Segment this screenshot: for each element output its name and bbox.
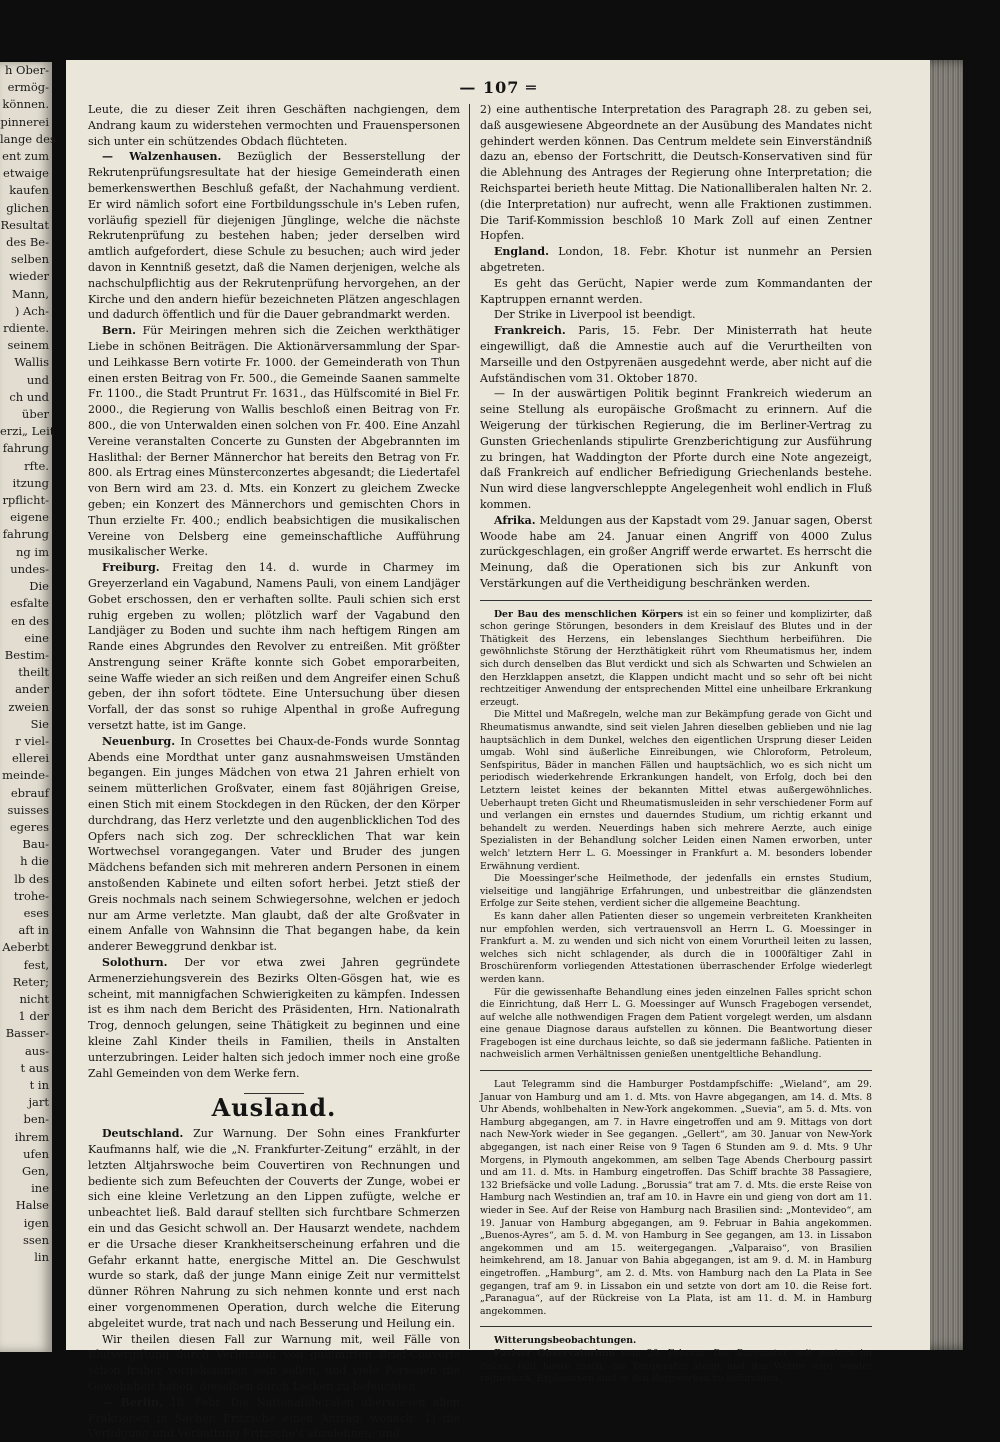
- article-paragraph: [480, 276, 872, 308]
- left-column: [88, 102, 460, 1442]
- small-print-paragraph: [480, 609, 872, 710]
- article-paragraph: [480, 323, 872, 386]
- article-paragraph: [480, 307, 872, 323]
- article-paragraph: [88, 1332, 460, 1395]
- article-dateline: Solothurn.: [102, 956, 168, 970]
- edge-fragment: fest,: [23, 957, 49, 972]
- small-print-paragraph: [480, 911, 872, 987]
- article-dateline: Bern.: [102, 324, 136, 338]
- edge-fragment: Bau-: [22, 837, 49, 852]
- edge-fragment: ebrauf: [10, 785, 49, 800]
- edge-fragment: t aus: [20, 1060, 49, 1075]
- section-heading: Witterungsbeobachtungen.: [494, 1335, 637, 1347]
- article-text: 2) eine authentische Interpretation des Paragraph 28. zu geben sei, daß ausgewiesene Abgeordnete an der Ausübung des Mandates nicht gehindert werden können. Das Centrum meldete sein Einverständniß dazu an, ebenso der Fortschritt, die Deutsch-Konservativen sind für die Ablehnung des Antrages der Regierung ohne Interpretation; die Reichspartei berieth heute Mittag. Die Nationalliberalen halten Nr. 2. (die Interpretation) nur aufrecht, wenn alle Fraktionen zustimmen. Die Tarif-Kommission beschloß 10 Mark Zoll auf einen Zentner Hopfen.: [480, 103, 872, 243]
- edge-fragment: Mann,: [11, 286, 49, 301]
- article-text: Der Strike in Liverpool ist beendigt.: [494, 308, 696, 322]
- edge-fragment: ch und: [9, 389, 49, 404]
- article-text: Bezüglich der Besserstellung der Rekrutenprüfungsresultate hat der hiesige Gemeinderath einen bemerkenswerthen Beschluß gefaßt, der Nachahmung verdient. Er wird nämlich sofort eine Fortbildungsschule in's Leben rufen, vorläufig speziell für diejenigen Jünglinge, welche die nächste Rekrutenprüfung zu bestehen haben; jeder derselben wird amtlich aufgefordert, diese Schule zu besuchen; auch wird jeder davon in Kenntniß gesetzt, daß die Namen derjenigen, welche als nachschulpflichtig aus der Rekrutenprüfung hervorgehen, an der Kirche und den andern hiefür bezeichneten Plätzen angeschlagen und dadurch öffentlich und für die Dauer gebrandmarkt werden.: [88, 150, 460, 322]
- edge-fragment: Aeberbt: [2, 940, 49, 955]
- edge-fragment: eine: [24, 630, 49, 645]
- edge-fragment: zweien: [8, 699, 49, 714]
- article-dateline: Deutschland.: [102, 1127, 184, 1141]
- article-text: Der vor etwa zwei Jahren gegründete Armenerziehungsverein des Bezirks Olten-Gösgen hat, wie es scheint, mit mannigfachen Schwierigkeiten zu kämpfen. Indessen ist es ihm nach dem Bericht des Präsidenten, Hrn. Nationalrath Trog, dennoch gelungen, seine Thätigkeit zu beginnen und eine kleine Zahl Kinder theils in Familien, theils in Anstalten unterzubringen. Leider halten sich jedoch immer noch eine große Zahl Gemeinden von dem Werke fern.: [88, 956, 460, 1080]
- article-text: Die Mittel und Maßregeln, welche man zur Bekämpfung gerade von Gicht und Rheumatismus anwandte, sind seit vielen Jahren dieselben geblieben und nie lag hauptsächlich in dem Dunkel, welches den eigentlichen Ursprung dieser Leiden umgab. Wohl sind äußerliche Einreibungen, wie Chloroform, Petroleum, Senfspiritus, Bäder in manchen Fällen und hauptsächlich, wo es sich nicht um periodisch wiederkehrende Erkrankungen handelt, von Erfolg, doch bei den Letztern leistet keines der bekannten Mittel etwas außergewöhnliches. Ueberhaupt treten Gicht und Rheumatismusleiden in sehr verschiedener Form auf und verlangen ein ernstes und dauerndes Studium, um richtig erkannt und behandelt zu werden. Neuerdings haben sich mehrere Aerzte, auch einige Spezialisten in der Behandlung solcher Leiden einen Namen erworben, unter welch' letztern Herr L. G. Moessinger in Frankfurt a. M. besonders lobender Erwähnung verdient.: [480, 709, 872, 872]
- section-title-text: Ausland.: [211, 1093, 337, 1123]
- article-dateline: — Berlin,: [102, 1395, 163, 1409]
- article-dateline: — Walzenhausen.: [102, 150, 222, 164]
- article-paragraph: [88, 1126, 460, 1331]
- adjacent-page-edge: [0, 62, 56, 1352]
- edge-fragment: ine: [31, 1181, 49, 1196]
- edge-fragment: ellerei: [12, 751, 49, 766]
- edge-fragment: egeres: [9, 819, 49, 834]
- article-paragraph: [480, 386, 872, 512]
- edge-fragment: trohe-: [13, 888, 49, 903]
- edge-fragment: 1 der: [18, 1009, 49, 1024]
- edge-fragment: lange des: [0, 131, 56, 146]
- article-dateline: Neuenburg.: [102, 734, 176, 748]
- edge-fragment: Halse: [15, 1198, 49, 1213]
- edge-fragment: ihrem: [14, 1129, 49, 1144]
- article-text: Für Meiringen mehren sich die Zeichen werkthätiger Liebe in schönen Beiträgen. Die Aktionärversammlung der Spar- und Leihkasse Bern votirte Fr. 1000. der Gemeinderath von Thun einen ersten Beitrag von Fr. 500., die Gemeinde Saanen sammelte Fr. 1100., die Stadt Pruntrut Fr. 1631., das Hülfscomité in Biel Fr. 2000., die Regierung von Wallis beschloß einen Beitrag von Fr. 800., die von Unterwalden einen solchen von Fr. 400. Eine Anzahl Vereine veranstalten Concerte zu Gunsten der Abgebrannten im Haslithal: der Berner Männerchor hat bereits den Betrag von Fr. 800. als Ertrag eines Münsterconzertes abgesandt; die Liedertafel von Bern wird am 23. d. Mts. ein Konzert zu gleichem Zwecke geben; ein Konzert des Männerchors und gemischten Chors in Thun erzielte Fr. 400.; endlich beabsichtigen die musikalischen Vereine von Delsberg eine gemeinschaftliche Aufführung musikalischer Werke.: [88, 324, 460, 559]
- edge-fragment: kaufen: [9, 183, 49, 198]
- edge-fragment: des Be-: [6, 235, 49, 250]
- article-text: Für die gewissenhafte Behandlung eines jeden einzelnen Falles spricht schon die Einrichtung, daß Herr L. G. Moessinger auf Wunsch Fragebogen versendet, auf welche alle nothwendigen Fragen dem Patient vorgelegt werden, um alsdann eine genaue Diagnose daraus aufstellen zu können. Die Beantwortung dieser Fragebogen ist eine durchaus leichte, so daß sie jedermann faßliche. Patienten in nachweislich armen Verhältnissen genießen unentgeltliche Behandlung.: [480, 986, 872, 1061]
- edge-fragment: pinnerei: [0, 114, 49, 129]
- article-dateline: England.: [494, 245, 549, 259]
- right-column: [480, 102, 872, 1386]
- edge-fragment: ent zum: [2, 149, 49, 164]
- edge-fragment: ander: [15, 682, 49, 697]
- article-text: Laut Telegramm sind die Hamburger Postdampfschiffe: „Wieland“, am 29. Januar von Hamburg und am 1. d. Mts. von Havre abgegangen, am 14. d. Mts. 8 Uhr Abends, wohlbehalten in New-York angekommen. „Suevia“, am 5. d. Mts. von Hamburg abgegangen, am 7. in Havre eingetroffen und am 9. Mittags von dort nach New-York wieder in See gegangen. „Gellert“, am 30. Januar von New-York abgegangen, ist nach einer Reise von 9 Tagen 6 Stunden am 9. d. Mts. 9 Uhr Morgens, in Plymouth angekommen, am selben Tage Abends Cherbourg passirt und am 11. d. Mts. in Hamburg eingetroffen. Das Schiff brachte 38 Passagiere, 132 Briefsäcke und volle Ladung. „Borussia“ trat am 7. d. Mts. die erste Reise von Hamburg nach Westindien an, traf am 10. in Havre ein und gieng von dort am 11. wieder in See. Auf der Reise von Hamburg nach Brasilien sind: „Montevideo“, am 19. Januar von Hamburg abgegangen, am 9. Februar in Bahia angekommen. „Buenos-Ayres“, am 5. d. M. von Hamburg in See gegangen, am 13. in Lissabon angekommen und am 15. weitergegangen. „Valparaiso“, von Brasilien heimkehrend, am 18. Januar von Bahia abgegangen, ist am 9. d. M. in Hamburg eingetroffen. „Hamburg“, am 2. d. Mts. von Hamburg nach den La Plata in See gegangen, traf am 9. in Lissabon ein und setzte von dort am 10. die Reise fort. „Paranagua“, auf der Rückreise von La Plata, ist am 11. d. M. in Hamburg angekommen.: [480, 1079, 872, 1317]
- edge-fragment: und: [26, 372, 49, 387]
- edge-fragment: jart: [28, 1095, 49, 1110]
- edge-fragment: Bestim-: [4, 647, 49, 662]
- edge-fragment: rpflicht-: [2, 493, 49, 508]
- edge-fragment: undes-: [10, 561, 49, 576]
- article-dateline: Pariser Observatorium: [494, 1347, 616, 1359]
- edge-fragment: erzi„ Leit: [0, 424, 55, 439]
- article-dateline: Afrika.: [494, 513, 536, 527]
- edge-fragment: r viel-: [15, 733, 49, 748]
- article-dateline: Frankreich.: [494, 324, 566, 338]
- article-text: Es kann daher allen Patienten dieser so ungemein verbreiteten Krankheiten nur empfohlen werden, sich vertrauensvoll an Herrn L. G. Moessinger in Frankfurt a. M. zu wenden und sich nicht von einem Vorurtheil leiten zu lassen, welches sich nicht schlagender, als durch die in 1000fältiger Zahl in Broschürenform vorliegenden Attestationen überraschender Erfolge wiederlegt werden kann.: [480, 910, 872, 985]
- article-paragraph: [88, 323, 460, 560]
- edge-fragment: Basser-: [5, 1026, 49, 1041]
- article-dateline: Der Bau des menschlichen Körpers: [494, 608, 683, 620]
- edge-fragment: etwaige: [3, 166, 49, 181]
- article-text: 18. Febr. Die Nationalliberalen überwiesen allen Fraktionen in Sachen Fritzsche einen Antrag, wonach: 1) die Verfolgung und Verhaftung Fritzsche's abzulehnen; und: [88, 1395, 460, 1441]
- article-text: Meldungen aus der Kapstadt vom 29. Januar sagen, Oberst Woode habe am 24. Januar einen Angriff von 4000 Zulus zurückgeschlagen, ein großer Angriff werde erwartet. Es herrscht die Meinung, daß die Operationen sich bis zur Ankunft von Verstärkungen auf die Vertheidigung beschränken werden.: [480, 513, 872, 590]
- edge-fragment: suisses: [7, 802, 49, 817]
- edge-fragment: t in: [29, 1077, 49, 1092]
- article-text: Es geht das Gerücht, Napier werde zum Kommandanten der Kaptruppen ernannt werden.: [480, 276, 872, 306]
- edge-fragment: selben: [11, 252, 49, 267]
- edge-fragment: itzung: [12, 475, 49, 490]
- edge-fragment: rdiente.: [3, 321, 49, 336]
- edge-fragment: Reter;: [12, 974, 49, 989]
- page-number: — 107 ═: [459, 78, 537, 97]
- edge-fragment: lin: [34, 1250, 49, 1265]
- edge-fragment: aus-: [24, 1043, 49, 1058]
- column-divider: [469, 104, 470, 1349]
- article-text: London, 18. Febr. Khotur ist nunmehr an Persien abgetreten.: [480, 245, 872, 274]
- edge-fragment: Resultat: [0, 217, 49, 232]
- article-text: Wir theilen diesen Fall zur Warnung mit, weil Fälle von Blutvergiftung durch Verletzung von gummirten Brief-Couverts schon früher vorgekommen sein sollen, und viele Personen die Gewohnheit haben, dieselben durch Lecken zu befeuchten.: [88, 1332, 460, 1393]
- edge-fragment: ben-: [23, 1112, 49, 1127]
- edge-fragment: en des: [11, 613, 49, 628]
- article-text: Paris, 15. Febr. Der Ministerrath hat heute eingewilligt, daß die Amnestie auch auf die Verurtheilten von Marseille und den Ostpyrenäen ausgedehnt werde, aber nicht auf die Aufständischen vom 31. Oktober 1870.: [480, 324, 872, 385]
- edge-fragment: eigene: [10, 510, 49, 525]
- article-text: vom 20. Februar. Der Barometer, seit gestern im Fallen, fällt heute rasch, die Temperatur steigt und das Wetter wird wieder regnerisch. Explosionen sind in den Bergwerken zu befürchten.: [480, 1347, 872, 1385]
- article-text: Leute, die zu dieser Zeit ihren Geschäften nachgiengen, dem Andrang kaum zu widerstehen vermochten und Frauenspersonen sich unter ein schützendes Obdach flüchteten.: [88, 103, 460, 148]
- edge-fragment: ng im: [15, 544, 49, 559]
- article-paragraph: [480, 102, 872, 244]
- separator-rule: [480, 1326, 872, 1327]
- edge-fragment: lb des: [14, 871, 49, 886]
- small-print-paragraph: [480, 987, 872, 1063]
- separator-rule: [480, 1070, 872, 1071]
- article-paragraph: [480, 513, 872, 592]
- article-text: Zur Warnung. Der Sohn eines Frankfurter Kaufmanns half, wie die „N. Frankfurter-Zeitung“ erzählt, in der letzten Altjahrswoche beim Couvertiren von Rechnungen und bediente sich zum Befeuchten der Couverts der Zunge, wobei er sich eine kleine Verletzung an den Lippen zufügte, welche er unbeachtet ließ. Bald darauf stellten sich furchtbare Schmerzen ein und das Gesicht schwoll an. Der Hausarzt wendete, nachdem er die Ursache dieser Krankheitserscheinung erfahren und die Gefahr erkannt hatte, energische Mittel an. Die Geschwulst wurde so stark, daß der junge Mann einige Zeit nur vermittelst dünner Röhren Nahrung zu sich nehmen konnte und erst nach einer vorgenommenen Operation, durch welche die Eiterung abgeleitet wurde, trat nach und nach Besserung und Heilung ein.: [88, 1127, 460, 1330]
- article-paragraph: [88, 149, 460, 323]
- edge-fragment: glichen: [6, 200, 49, 215]
- edge-fragment: Die: [29, 579, 49, 594]
- edge-fragment: rfte.: [24, 458, 49, 473]
- newspaper-page: [66, 60, 930, 1441]
- edge-fragment: seinem: [7, 338, 49, 353]
- article-paragraph: [88, 560, 460, 734]
- article-text: In Crosettes bei Chaux-de-Fonds wurde Sonntag Abends eine Mordthat unter ganz ausnahmsweisen Umständen begangen. Ein junges Mädchen von etwa 21 Jahren erhielt von seinem mütterlichen Großvater, einem fast 80jährigen Greise, einen Stich mit einem Stockdegen in den Rücken, der den Körper durchdrang, das Herz verletzte und den augenblicklichen Tod des Opfers nach sich zog. Der schrecklichen That war kein Wortwechsel vorangegangen. Vater und Bruder des jungen Mädchens befanden sich mit mehreren andern Personen in einem anstoßenden Kabinete und eilten sofort herbei. Jetzt stieß der Greis nochmals nach seinem Schwiegersohne, welchen er jedoch nur am Arme verletzte. Man glaubt, daß der alte Großvater in einem Anfalle von Wahnsinn die That begangen habe, da kein anderer Beweggrund denkbar ist.: [88, 734, 460, 954]
- edge-fragment: ermög-: [7, 80, 49, 95]
- edge-fragment: igen: [23, 1215, 49, 1230]
- article-paragraph: [88, 1395, 460, 1442]
- edge-fragment: Sie: [30, 716, 49, 731]
- article-paragraph: [480, 244, 872, 276]
- edge-fragment: wieder: [9, 269, 49, 284]
- edge-fragment: ) Ach-: [14, 303, 49, 318]
- article-paragraph: [88, 734, 460, 955]
- edge-fragment: Wallis: [14, 355, 49, 370]
- edge-fragment: ufen: [23, 1146, 49, 1161]
- edge-fragment: h Ober-: [4, 63, 49, 77]
- edge-fragment: nicht: [19, 991, 49, 1006]
- separator-rule: [480, 600, 872, 601]
- article-text: Die Moessinger'sche Heilmethode, der jedenfalls ein ernstes Studium, vielseitige und langjährige Erfahrungen, und unbestreitbar die glänzendsten Erfolge zur Seite stehen, verdient sicher die allgemeine Beachtung.: [480, 873, 872, 910]
- edge-fragment: aft in: [18, 923, 49, 938]
- edge-fragment: Gen,: [21, 1164, 49, 1178]
- edge-fragment: theilt: [18, 665, 49, 680]
- edge-fragment: fahrung: [2, 441, 49, 456]
- article-text: Freitag den 14. d. wurde in Charmey im Greyerzerland ein Vagabund, Namens Pauli, von einem Landjäger Gobet erschossen, den er verhaften sollte. Pauli schien sich erst ruhig ergeben zu wollen; plötzlich warf der Vagabund den Landjäger zu Boden und suchte ihm nach heftigem Ringen am Rande eines Abgrundes den Revolver zu entreißen. Mit größter Anstrengung seiner Kräfte konnte sich Gobet emporarbeiten, seine Waffe wieder an sich reißen und dem Angreifer einen Schuß geben, der ihn sofort tödtete. Eine Untersuchung über diesen Vorfall, der das sonst so ruhige Alpenthal in große Aufregung versetzt hatte, ist im Gange.: [88, 561, 460, 733]
- edge-fragment: h die: [20, 854, 49, 869]
- section-title: [88, 1093, 460, 1123]
- edge-fragment: über: [21, 407, 49, 422]
- small-print-paragraph: [480, 1348, 872, 1386]
- small-print-paragraph: [480, 1079, 872, 1318]
- small-print-paragraph: [480, 873, 872, 911]
- edge-fragment: können.: [2, 97, 49, 112]
- article-paragraph: [88, 955, 460, 1081]
- article-text: ist ein so feiner und komplizirter, daß schon geringe Störungen, besonders in dem Kreislauf des Blutes und in der Thätigkeit des Herzens, ein lebenslanges Siechthum herbeiführen. Die gewöhnlichste Störung der Herzthätigkeit rührt vom Rheumatismus her, indem sich durch denselben das Blut verdickt und sich als Schwarten und Schwielen an den Herzklappen ansetzt, die Klappen undicht macht und so sehr oft bei nicht rechtzeitiger Anwendung der entsprechenden Mittel eine unheilbare Erkrankung erzeugt.: [480, 608, 872, 708]
- edge-fragment: meinde-: [2, 768, 49, 783]
- small-print-paragraph: [480, 709, 872, 873]
- article-dateline: Freiburg.: [102, 561, 160, 575]
- edge-fragment: fahrung: [2, 527, 49, 542]
- edge-fragment: esfalte: [10, 596, 49, 611]
- article-text: — In der auswärtigen Politik beginnt Frankreich wiederum an seine Stellung als europäische Großmacht zu erinnern. Auf die Weigerung der türkischen Regierung, die im Berliner-Vertrag zu Gunsten Griechenlands stipulirte Grenzberichtigung zur Ausführung zu bringen, hat Waddington der Pforte durch eine Note angezeigt, daß Frankreich auf endlicher Befriedigung Griechenlands bestehe. Nun wird diese langverschleppte Angelegenheit wohl endlich in Fluß kommen.: [480, 387, 872, 511]
- edge-fragment: ssen: [22, 1232, 49, 1247]
- edge-fragment: eses: [23, 905, 49, 920]
- article-paragraph: [88, 102, 460, 149]
